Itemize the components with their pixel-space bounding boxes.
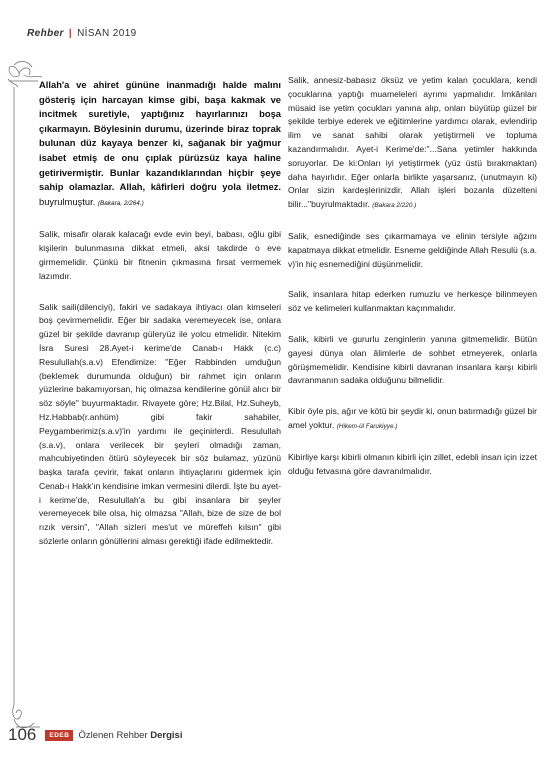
paragraph-orphans-source: (Bakara 2/220.)	[372, 202, 417, 210]
page-number: 106	[8, 725, 37, 744]
paragraph-yawning: Salik, esnediğinde ses çıkarmamaya ve elinin tersiyle ağzını kapatmaya dikkat etmelidir. Esneme geldiğinde Allah Resulü (s.a. v)'in hiç esnemediğini düşünmelidir.	[288, 230, 537, 269]
left-column	[39, 78, 281, 549]
paragraph-kibir-source: (Hikem-ül Farukiyye.)	[336, 422, 398, 430]
paragraph-beggar: Salik saili(dilenciyi), fakiri ve sadakaya ihtiyacı olan kimseleri boş çevirmemelidir. Eğer bir sadaka veremeyecek ise, onlara güzel bir şekilde davranıp güleryüz ile yolcu etmelidir. Nitekim İsra Suresi 28.Ayet-i kerime'de Canab-ı Hakk (c.c) Resulullah(s.a.v) Efendimize: "Eğer Rabbinden umduğun (beklemek durumunda olduğun) bir rahmet için onların yüzlerine bakamıyorsan, hiç olmazsa kendilerine gönül alıcı bir söz söyle" buyurmaktadır. Rivayete göre; Hz.Bilal, Hz.Suheyb, Hz.Habbab(r.anhüm) gibi fakir sahabiler, Peygamberimiz(s.a.v)'in yardımı ile geçinirlerdi. Resulullah (s.a.v), onlara verilecek bir şeyleri olmadığı zaman, mahcubiyetinden ötürü söyleyecek bir söz bulamaz, yüzünü başka tarafa çevirir, fakat onların ihtiyaçlarını gidermek için Cenab-ı Hakk'ın kendisine imkan vermesini dilerdi. İşte bu ayet-i kerime'de, Resulullah'a bu gibi insanlara bir şeyler veremeyecek bile olsa, hiç olmazsa "Allah, bize de size de bol rızık versin", "Allah sizleri mes'ut ve müreffeh kılsın" gibi sözlerle onların gönüllerini alması gerektiği ifade edilmektedir.	[39, 301, 281, 547]
magazine-name	[78, 730, 182, 741]
right-column	[288, 74, 537, 478]
magazine-prefix: Özlenen Rehber	[78, 729, 148, 741]
paragraph-conduct: Kibirliye karşı kibirli olmanın kibirli için zillet, edebli insan için izzet olduğu fetvasına göre davranılmalıdır.	[288, 451, 537, 476]
magazine-bold: Dergisi	[150, 729, 183, 741]
running-header	[27, 28, 137, 39]
verse-source: (Bakara, 2/264.)	[97, 199, 144, 207]
paragraph-guest: Salik, misafir olarak kalacağı evde evin beyi, babası, oğlu gibi kişilerin bulunmasına dikkat etmeli, aksi takdirde o eve girmemelidir. Çünkü bir fitnenin çıkmasına fırsat vermemek lazımdır.	[39, 229, 281, 281]
paragraph-speech: Salik, insanlara hitap ederken rumuzlu ve herkesçe bilinmeyen söz ve kelimeleri kullanmaktan kaçınmalıdır.	[288, 289, 537, 314]
verse-tail: buyrulmuştur.	[39, 195, 98, 207]
paragraph-orphans-text: Salik, annesiz-babasız öksüz ve yetim kalan çocuklara, kendi çocuklarına yaptığı muameleleri ayrımı yapmalıdır. İmkânları müsaid ise yetim çocukları yanına alıp, onları büyütüp güzel bir şekilde terbiye ederek ve eğitimlerine yardımcı olarak, evlendirip ilim ve sanat sahibi olarak yetiştirmeli ve topluma kazandırmalıdır. Ayet-i Kerime'de:"...Sana yetimler hakkında soruyorlar. De ki:Onları iyi yetiştirmek (yüz üstü bırakmaktan) daha hayırlıdır. Eğer onlarla birlikte yaşarsanız, (unutmayın ki) Onlar sizin kardeşlerinizdir. Allah işleri bozanla düzelteni bilir..."buyrulmaktadır.	[288, 75, 537, 210]
paragraph-kibir	[288, 405, 537, 434]
header-separator: |	[68, 28, 73, 39]
header-brand: Rehber	[27, 28, 64, 39]
section-badge: EDEB	[45, 730, 73, 741]
verse-text: Allah'a ve ahiret gününe inanmadığı halde malını gösteriş için harcayan kimse gibi, başa kakmak ve incitmek suretiyle, yaptığınız hayırlarınızı boşa çıkarmayın. Böylesinin durumu, üzerinde biraz toprak bulunan düz kayaya benzer ki, sağanak bir yağmur isabet etmiş de onu çıplak pürüzsüz kaya haline getirivermiştir. Bunlar kazandıklarından hiçbir şeye sahip olamazlar. Allah, kâfirleri doğru yola iletmez.	[39, 79, 281, 193]
paragraph-kibir-text: Kibir öyle pis, ağır ve kötü bir şeydir ki, onun batırmadığı güzel bir amel yoktur.	[288, 406, 537, 430]
page-footer	[8, 725, 182, 745]
paragraph-arrogance: Salik, kibirli ve gururlu zenginlerin yanına gitmemelidir. Bütün gayesi dünya olan âlimlerle de sohbet etmeyerek, onlarla görüşmemelidir. Kendisine kibirli davranan insanlara karşı kibirli davranmanın sadaka olduğunu bilmelidir.	[288, 333, 537, 386]
header-issue: NİSAN 2019	[77, 28, 137, 39]
paragraph-orphans	[288, 74, 537, 213]
verse-quote	[39, 78, 281, 211]
